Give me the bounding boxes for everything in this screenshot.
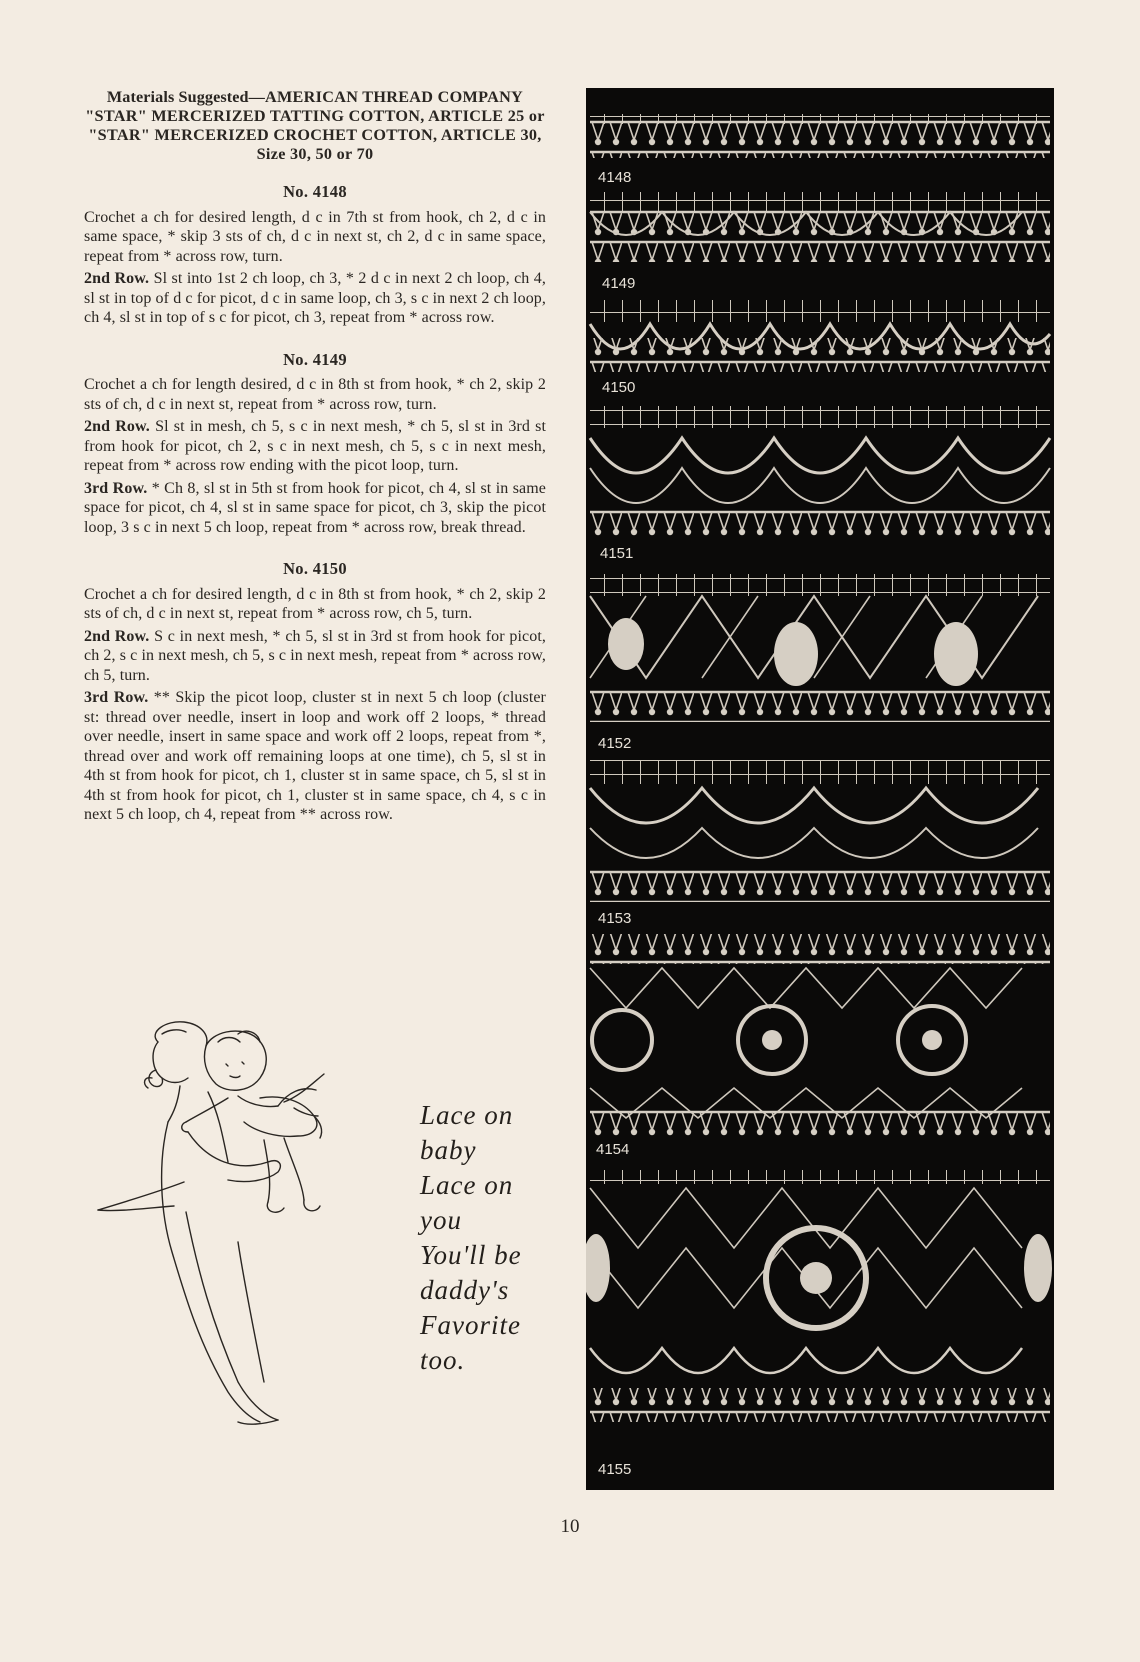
row-label: 2nd Row. (84, 627, 150, 645)
pattern-text: Sl st in mesh, ch 5, s c in next mesh, * ch 5, sl st in 3rd st from hook for picot, ch 2, s c in next mesh, ch 5, s c in next mesh, repeat from * across row ending with the picot loop, turn. (84, 418, 546, 474)
pattern-text: Crochet a ch for length desired, d c in 8th st from hook, * ch 2, skip 2 sts of ch, d c in next st, repeat from * across row, turn. (84, 376, 546, 413)
poem-line: daddy's (420, 1275, 510, 1305)
pattern-paragraph (84, 688, 546, 825)
lace-label: 4150 (602, 379, 636, 396)
pattern-paragraph (84, 479, 546, 538)
pattern-text: * Ch 8, sl st in 5th st from hook for picot, ch 4, sl st in same space for picot, ch 4, sl st in same space for picot, ch 3, skip the picot loop, 3 s c in next 5 ch loop, repeat from * across row, break thread. (84, 479, 546, 536)
poem-line: too. (420, 1345, 466, 1375)
lace-label: 4153 (598, 910, 632, 927)
pattern-title: No. 4148 (283, 182, 347, 201)
materials-lead: Materials Suggested (106, 88, 249, 106)
poem-line: you (420, 1205, 462, 1235)
lace-strip-4154 (590, 934, 1050, 1158)
row-label: 3rd Row. (84, 479, 148, 497)
pattern-paragraph (84, 208, 546, 267)
lace-label: 4151 (600, 545, 634, 562)
materials-dash: — (248, 88, 265, 106)
poem-line: Favorite (420, 1310, 521, 1340)
mother-baby-illustration (88, 1012, 388, 1432)
pattern-title: No. 4149 (283, 349, 347, 369)
lace-label: 4154 (596, 1141, 630, 1158)
instructions-column (84, 88, 546, 847)
row-label: 2nd Row. (84, 418, 150, 435)
lace-label: 4152 (598, 735, 632, 752)
pattern-text: Sl st into 1st 2 ch loop, ch 3, * 2 d c in next 2 ch loop, ch 4, sl st in top of d c for picot, d c in same loop, ch 3, s c in next 2 ch loop, ch 4, sl st in top of s c for picot, ch 3, repeat from * across row. (84, 270, 547, 326)
lace-strip-4152 (590, 574, 1050, 752)
poem-line: Lace on (420, 1100, 514, 1130)
poem-line: Lace on (420, 1170, 514, 1200)
row-label: 3rd Row. (84, 689, 149, 706)
poem-line: You'll be (420, 1240, 522, 1270)
materials-text: AMERICAN THREAD COMPANY "STAR" MERCERIZED TATTING COTTON, ARTICLE 25 or "STAR" MERCERIZED CROCHET COTTON, ARTICLE 30, Size 30, 50 or 70 (85, 88, 545, 163)
lace-strip-4150 (590, 300, 1050, 396)
lace-strip-4155 (586, 1170, 1052, 1478)
pattern-paragraph (84, 269, 546, 328)
lace-edgings-photo (586, 88, 1054, 1490)
poem (420, 1098, 560, 1378)
pattern-paragraph (84, 417, 546, 476)
pattern-4150 (84, 559, 546, 825)
lace-strip-4149 (590, 192, 1050, 292)
lace-label: 4148 (598, 169, 632, 186)
poem-line: baby (420, 1135, 477, 1165)
pattern-paragraph (84, 585, 546, 624)
lace-strip-4148 (590, 114, 1050, 186)
pattern-paragraph (84, 375, 546, 414)
pattern-paragraph (84, 627, 546, 686)
page-number: 10 (560, 1516, 580, 1537)
pattern-text: Crochet a ch for desired length, d c in 8th st from hook, * ch 2, skip 2 sts of ch, d c in next st, repeat from * across row, ch 5, turn. (84, 585, 546, 622)
row-label: 2nd Row. (84, 270, 150, 287)
lace-strip-4153 (590, 760, 1050, 927)
pattern-4148 (84, 182, 546, 328)
pattern-4149 (84, 350, 546, 538)
materials-suggested (84, 88, 546, 164)
pattern-title: No. 4150 (283, 559, 347, 578)
pattern-text: S c in next mesh, * ch 5, sl st in 3rd st from hook for picot, ch 2, s c in next mesh, ch 5, s c in next mesh, repeat from * across row, ch 5, turn. (84, 627, 546, 684)
lace-strip-4151 (590, 406, 1050, 562)
lace-label: 4155 (598, 1461, 632, 1478)
pattern-text: Crochet a ch for desired length, d c in 7th st from hook, ch 2, d c in same space, * skip 3 sts of ch, d c in next st, ch 2, d c in same space, repeat from * across row, turn. (84, 208, 546, 265)
pattern-text: ** Skip the picot loop, cluster st in next 5 ch loop (cluster st: thread over needle, insert in loop and work off 2 loops, * thread over needle, insert in same space and work off 2 loops, repeat from *, thread over and work off remaining loops at one time), ch 5, sl st in 4th st from hook for picot, ch 1, cluster st in same space, ch 5, sl st in 4th st from hook for picot, ch 1, cluster st in same space, ch 4, s c in next 5 ch loop, ch 4, repeat from ** across row. (84, 689, 546, 823)
lace-label: 4149 (602, 275, 636, 292)
